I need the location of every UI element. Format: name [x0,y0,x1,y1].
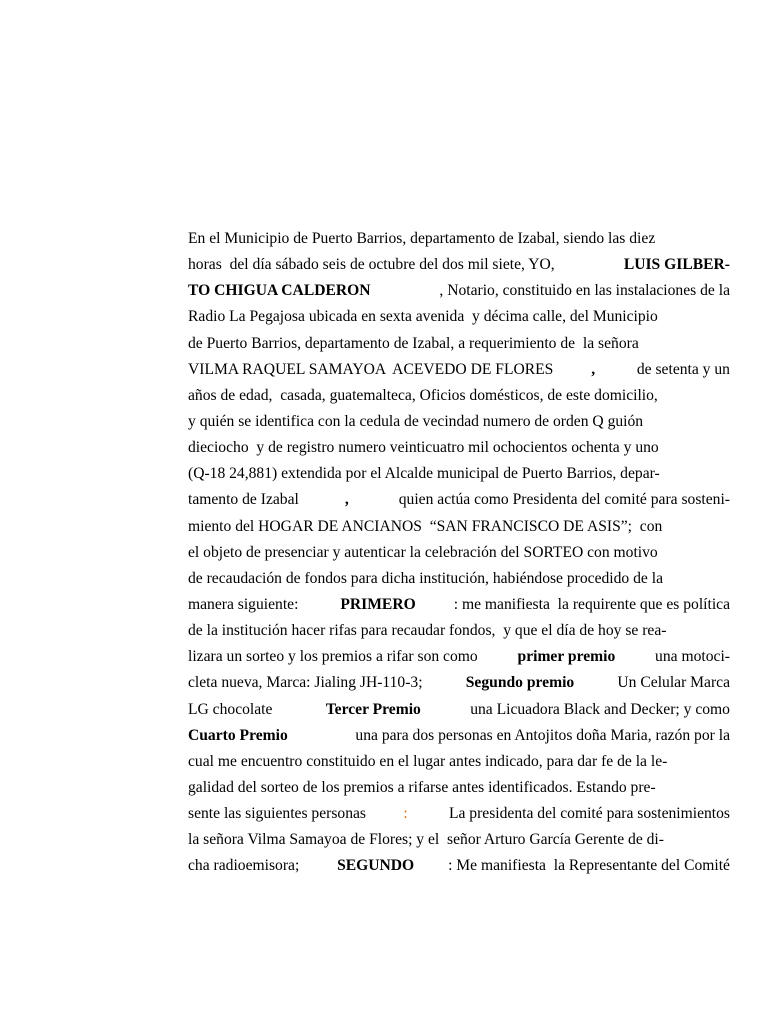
text-line-20 [188,723,730,749]
fourth-prize-label: Cuarto Premio [188,726,288,744]
text-segment: Un Celular Marca [613,674,730,692]
text-segment: horas del día sábado seis de octubre del dos mil siete, YO, [188,256,559,274]
text-line-3 [188,278,730,304]
text-segment: de Puerto Barrios, departamento de Izabal, a requerimiento de la señora [188,334,639,352]
text-segment: una para dos personas en Antojitos doña Maria, razón por la [351,726,730,744]
text-segment: una Licuadora Black and Decker; y como [466,700,730,718]
text-segment: de la institución hacer rifas para recaudar fondos, y que el día de hoy se rea- [188,622,667,640]
highlighted-colon: : [403,805,408,823]
text-segment: la señora Vilma Samayoa de Flores; y el señor Arturo García Gerente de di- [188,831,664,849]
text-segment: dieciocho y de registro numero veinticuatro mil ochocientos ochenta y uno [188,439,659,457]
text-line-11 [188,487,730,513]
text-line-5 [188,331,730,357]
text-segment: sente las siguientes personas [188,805,366,823]
text-line-2 [188,252,730,278]
bold-comma: , [344,491,349,509]
notary-name-part-1: LUIS GILBER- [623,256,730,274]
text-segment: cual me encuentro constituido en el lugar antes indicado, para dar fe de la le- [188,752,668,770]
text-segment: una motoci- [651,648,730,666]
text-line-8 [188,409,730,435]
text-segment: cha radioemisora; [188,857,304,875]
text-line-17 [188,644,730,670]
text-segment: En el Municipio de Puerto Barrios, departamento de Izabal, siendo las diez [188,230,656,247]
text-segment: lizara un sorteo y los premios a rifar son como [188,648,482,666]
text-segment: de setenta y un [629,360,730,378]
text-segment: LG chocolate [188,700,281,718]
text-line-10 [188,461,730,487]
text-segment: manera siguiente: [188,595,303,613]
text-line-1 [188,226,730,252]
text-line-24 [188,827,730,853]
text-line-21 [188,749,730,775]
text-line-18 [188,670,730,696]
text-line-16 [188,618,730,644]
third-prize-label: Tercer Premio [325,700,421,718]
text-segment: La presidenta del comité para sostenimientos [445,805,730,823]
text-segment: , Notario, constituido en las instalaciones de la [439,282,730,300]
text-line-25 [188,853,730,879]
text-segment: VILMA RAQUEL SAMAYOA ACEVEDO DE FLORES [188,360,558,378]
text-segment: y quién se identifica con la cedula de vecindad numero de orden Q guión [188,412,644,430]
text-segment: : me manifiesta la requirente que es política [453,595,730,613]
text-segment: quien actúa como Presidenta del comité para sosteni- [394,491,730,509]
text-line-13 [188,540,730,566]
text-line-7 [188,383,730,409]
bold-comma: , [591,360,596,378]
text-segment: de recaudación de fondos para dicha institución, habiéndose procedido de la [188,569,664,587]
text-line-4 [188,304,730,330]
text-line-14 [188,566,730,592]
text-segment: el objeto de presenciar y autenticar la celebración del SORTEO con motivo [188,543,658,561]
text-line-19 [188,697,730,723]
document-body [188,226,730,880]
text-line-6 [188,357,730,383]
notary-name-part-2: TO CHIGUA CALDERON [188,282,371,300]
text-line-12 [188,514,730,540]
text-line-22 [188,775,730,801]
text-segment: años de edad, casada, guatemalteca, Oficios domésticos, de este domicilio, [188,386,658,404]
first-prize-label: primer premio [517,648,616,666]
text-segment: miento del HOGAR DE ANCIANOS “SAN FRANCISCO DE ASIS”; con [188,517,663,535]
text-line-9 [188,435,730,461]
clause-primero: PRIMERO [340,595,416,613]
text-segment: (Q-18 24,881) extendida por el Alcalde municipal de Puerto Barrios, depar- [188,465,660,483]
clause-segundo: SEGUNDO [337,857,415,875]
text-segment: : Me manifiesta la Representante del Comité [448,857,730,875]
text-segment: cleta nueva, Marca: Jialing JH-110-3; [188,674,427,692]
text-line-23 [188,801,730,827]
text-line-15 [188,592,730,618]
text-segment: tamento de Izabal [188,491,299,509]
text-segment: Radio La Pegajosa ubicada en sexta avenida y décima calle, del Municipio [188,308,658,326]
second-prize-label: Segundo premio [465,674,575,692]
text-segment: galidad del sorteo de los premios a rifarse antes identificados. Estando pre- [188,778,656,796]
